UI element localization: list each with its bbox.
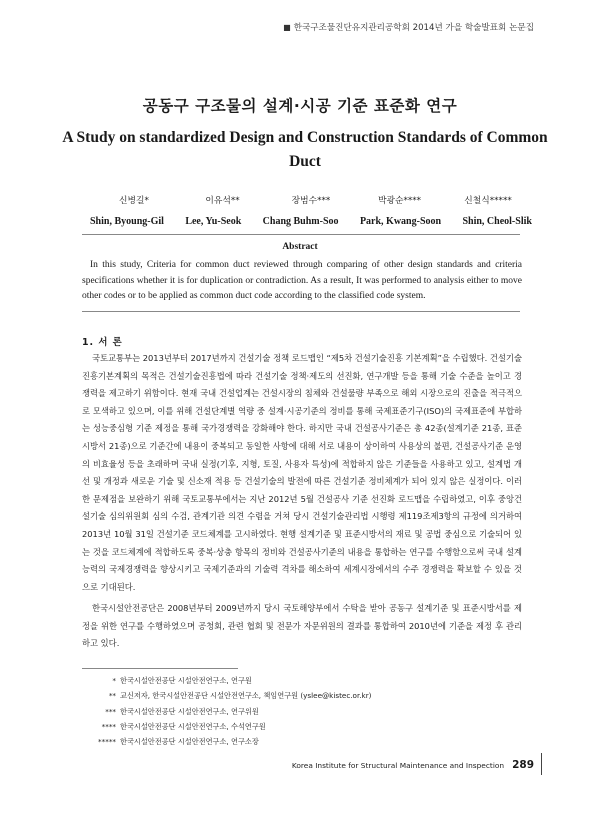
author-ko: 장범수***	[291, 195, 331, 206]
footnote	[82, 688, 522, 703]
footnote-text: 한국시설안전공단 시설안전연구소, 연구위원	[120, 706, 259, 716]
author-en: Shin, Byoung-Gil	[90, 215, 164, 227]
author-en: Lee, Yu-Seok	[185, 215, 242, 227]
author-names-korean	[90, 188, 532, 210]
footnote	[82, 719, 522, 734]
footer-divider	[541, 753, 542, 775]
body-paragraph: 국토교통부는 2013년부터 2017년까지 건설기술 정책 로드맵인 “제5차 건설기술진흥 기본계획”을 수립했다. 건설기술진흥기본계획의 목적은 건설기술진흥법에 따라 건설기술 정책·제도의 선진화, 연구개발 등을 통해 기술 수준을 높이고 경쟁력을 제고하기 위함이다. 현재 국내 건설업계는 건설시장의 침체와 건설물량 부족으로 해외 시장으로의 진출을 적극적으로 모색하고 있으며, 이를 위해 건설단계별 역량 중 설계·시공기준의 정비를 통해 국제표준기구(ISO)의 국제표준에 부합하는 성능중심형 기준 제정을 통해 국가경쟁력을 강화해야 한다. 하지만 국내 건설공사기준은 총 42종(설계기준 21종, 표준시방서 21종)으로 기준간에 내용이 중복되고 동일한 사항에 대해 서로 내용이 상이하여 사용상의 불편, 건설공사기준 운영의 비효율성 등을 초래하며 국내 실정(기후, 지형, 토질, 사용자 특성)에 적합하지 않은 기준들을 사용하고 있고, 설계법 개선 및 개정과 새로운 기술 및 신소재 적용 등 건설기술의 발전에 따른 건설기준 정비체계가 되어 있지 않은 실정이다. 이러한 문제점을 보완하기 위해 국토교통부에서는 지난 2012년 5월 건설공사 기준 선진화 로드맵을 수립하였고, 이후 중앙건설기술 심의위원회 심의 수검, 관계기관 의견 수렴을 거쳐 당시 건설기술관리법 시행령 제119조제3항의 규정에 의거하여 2013년 10월 31일 건설기준 코드체계를 고시하였다. 현행 설계기준 및 표준시방서의 재료 및 공법 중심으로 기술되어 있는 것을 코드체계에 적합하도록 중복·상충 항목의 정비와 건설공사기준의 내용을 통합하는 연구를 수행함으로써 국내 설계능력의 국제경쟁력을 향상시키고 국제기준과의 기술력 격차를 해소하여 세계시장에서의 수주 경쟁력을 확보할 수 있을 것으로 기대된다.	[82, 353, 522, 592]
divider-top	[82, 234, 520, 235]
page-number: 289	[512, 759, 534, 771]
author-names-english	[90, 210, 532, 232]
footnote	[82, 704, 522, 719]
author-en: Shin, Cheol-Slik	[462, 215, 532, 227]
footnote-text: 교신저자, 한국시설안전공단 시설안전연구소, 책임연구원 (yslee@kistec.or.kr)	[120, 691, 372, 701]
abstract-text: In this study, Criteria for common duct reviewed through comparing of other design standards and criteria specifications whether it is for duplication or contradiction. As a result, It was performed to analysis either to move other codes or to be applied as common duct code according to the classified code system.	[82, 260, 522, 302]
running-header	[283, 21, 534, 33]
body-paragraph: 한국시설안전공단은 2008년부터 2009년까지 당시 국토해양부에서 수탁을 받아 공동구 설계기준 및 표준시방서를 제정을 위한 연구를 수행하였으며 공청회, 관련 협회 및 전문가 자문위원의 결과를 통합하여 2010년에 기준을 제정 후 관리하고 있다.	[82, 603, 522, 649]
footnote-text: 한국시설안전공단 시설안전연구소, 연구소장	[120, 737, 259, 747]
author-en: Chang Buhm-Soo	[262, 215, 339, 227]
author-ko: 신병길*	[119, 195, 149, 206]
footnote	[82, 673, 522, 688]
author-ko: 박광순****	[377, 195, 422, 206]
author-en: Park, Kwang-Soon	[359, 215, 442, 227]
footnote-mark: ****	[101, 721, 116, 731]
footnotes	[82, 673, 522, 749]
author-block	[90, 188, 532, 232]
section-heading-introduction: 1. 서 론	[82, 337, 123, 348]
journal-name: 한국구조물진단유지관리공학회 2014년 가을 학술발표회 논문집	[293, 23, 534, 33]
page-footer	[292, 759, 542, 771]
footnote-mark: ***	[105, 706, 116, 716]
abstract-heading: Abstract	[282, 242, 318, 252]
bullet-icon: ■	[283, 23, 291, 32]
footnote-mark: *****	[98, 737, 116, 747]
author-ko: 이유석**	[205, 195, 240, 206]
footnote-mark: *	[112, 676, 116, 685]
footer-institute: Korea Institute for Structural Maintenance and Inspection	[291, 760, 505, 770]
footnote-text: 한국시설안전공단 시설안전연구소, 연구원	[120, 676, 252, 685]
author-ko: 신철식*****	[464, 195, 512, 206]
footnote-mark: **	[108, 691, 116, 701]
title-english: A Study on standardized Design and Construction Standards of Common Duct	[62, 129, 548, 170]
footnote	[82, 734, 522, 749]
footnote-divider	[82, 668, 238, 669]
footnote-text: 한국시설안전공단 시설안전연구소, 수석연구원	[120, 721, 266, 731]
title-korean: 공동구 구조물의 설계·시공 기준 표준화 연구	[142, 97, 458, 115]
divider-abstract	[82, 311, 520, 312]
